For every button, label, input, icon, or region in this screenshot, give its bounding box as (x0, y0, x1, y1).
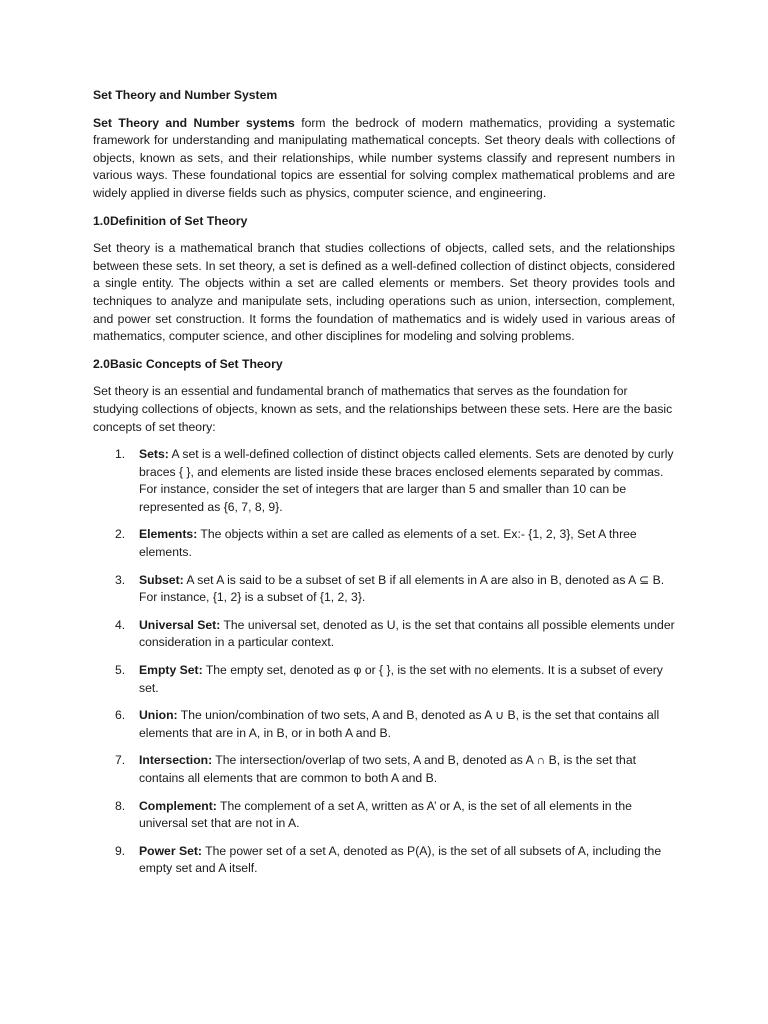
document-title: Set Theory and Number System (93, 88, 278, 102)
list-item-number: 6. (115, 708, 126, 723)
list-item (93, 617, 675, 652)
intro-text: form the bedrock of modern mathematics, providing a systematic framework for understanding and manipulating mathematical concepts. Set theory deals with collections of objects, known as sets, and their relationships, while number systems classify and represent numbers in various ways. These foundational topics are essential for solving complex mathematical problems and are widely applied in diverse fields such as physics, computer science, and engineering. (93, 115, 675, 200)
concepts-list (93, 446, 675, 878)
list-item (93, 662, 675, 697)
list-item-number: 7. (115, 753, 126, 768)
section-2-paragraph: Set theory is an essential and fundamental branch of mathematics that serves as the foundation for studying collections of objects, known as sets, and the relationships between these sets. Here are the basic concepts of set theory: (93, 384, 673, 434)
list-item-term: Power Set: (139, 843, 202, 858)
list-item-text: A set is a well-defined collection of distinct objects called elements. Sets are denoted by curly braces { }, and elements are listed inside these braces enclosed elements separated by commas. For instance, consider the set of integers that are larger than 5 and smaller than 10 can be represented as {6, 7, 8, 9}. (139, 447, 674, 514)
list-item-term: Subset: (139, 572, 184, 587)
list-item-term: Empty Set: (139, 663, 203, 678)
list-item (93, 572, 675, 607)
list-item (93, 798, 675, 833)
list-item-text: The power set of a set A, denoted as P(A), is the set of all subsets of A, including the empty set and A itself. (139, 843, 662, 876)
list-item-number: 8. (115, 798, 126, 813)
section-1-paragraph: Set theory is a mathematical branch that studies collections of objects, called sets, and the relationships between these sets. In set theory, a set is defined as a well-defined collection of distinct objects, considered a single entity. The objects within a set are called elements or members. Set theory provides tools and techniques to analyze and manipulate sets, including operations such as union, intersection, complement, and power set construction. It forms the foundation of mathematics and is widely used in various areas of mathematics, computer science, and other disciplines for modeling and solving problems. (93, 241, 675, 344)
list-item (93, 526, 675, 561)
list-item-text: The empty set, denoted as φ or { }, is the set with no elements. It is a subset of every set. (139, 663, 663, 695)
list-item-term: Complement: (139, 798, 217, 813)
document-page (93, 87, 675, 888)
section-2-heading: 2.0Basic Concepts of Set Theory (93, 356, 283, 371)
list-item (93, 707, 675, 742)
list-item-number: 9. (115, 843, 126, 858)
intro-lead-bold: Set Theory and Number systems (93, 115, 295, 130)
list-item-number: 4. (115, 617, 126, 632)
list-item-term: Union: (139, 708, 178, 723)
list-item-number: 1. (115, 447, 126, 462)
intro-paragraph (93, 115, 675, 203)
list-item (93, 752, 675, 787)
list-item-number: 5. (115, 663, 126, 678)
list-item-text: The universal set, denoted as U, is the set that contains all possible elements under consideration in a particular context. (139, 617, 675, 650)
list-item-term: Elements: (139, 527, 198, 542)
list-item (93, 843, 675, 878)
list-item-text: The complement of a set A, written as A’ or A, is the set of all elements in the universal set that are not in A. (139, 798, 632, 831)
list-item-number: 2. (115, 527, 126, 542)
list-item-term: Universal Set: (139, 617, 221, 632)
list-item-text: The objects within a set are called as elements of a set. Ex:- {1, 2, 3}, Set A three elements. (139, 527, 637, 560)
section-1-heading: 1.0Definition of Set Theory (93, 213, 248, 228)
list-item-text: A set A is said to be a subset of set B if all elements in A are also in B, denoted as A ⊆ B. For instance, {1, 2} is a subset of {1, 2, 3}. (139, 572, 665, 605)
list-item-term: Intersection: (139, 753, 213, 768)
list-item-term: Sets: (139, 447, 169, 462)
list-item-number: 3. (115, 572, 126, 587)
list-item-text: The intersection/overlap of two sets, A and B, denoted as A ∩ B, is the set that contains all elements that are common to both A and B. (139, 753, 636, 785)
list-item (93, 446, 675, 516)
list-item-text: The union/combination of two sets, A and B, denoted as A ∪ B, is the set that contains all elements that are in A, in B, or in both A and B. (139, 708, 660, 740)
